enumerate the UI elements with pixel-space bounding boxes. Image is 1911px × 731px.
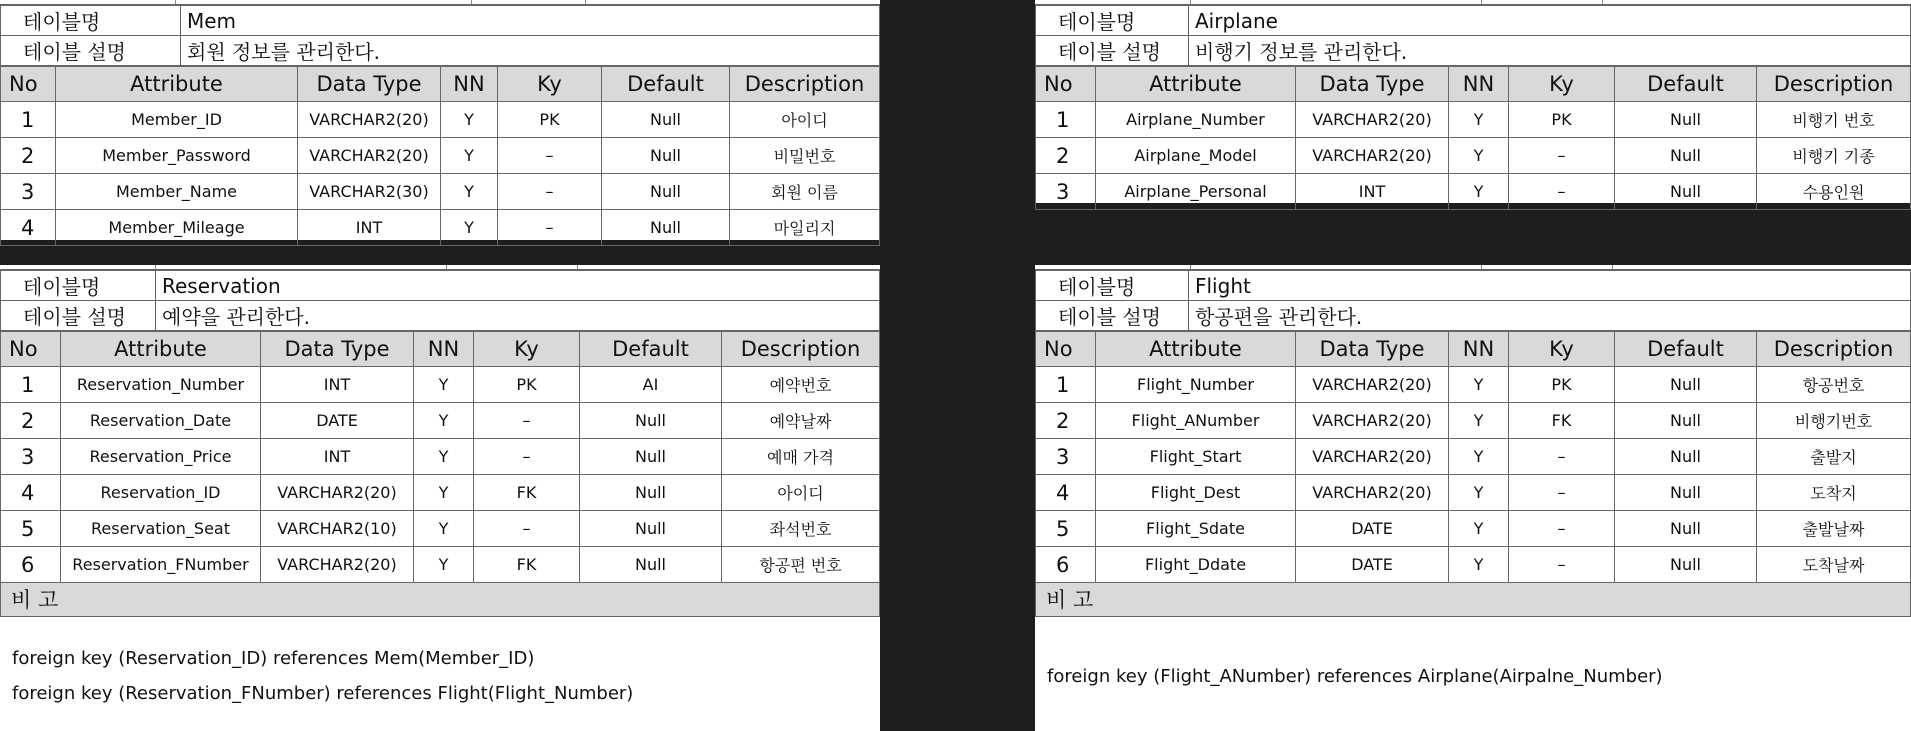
table-name-label: 테이블명 <box>1 6 181 36</box>
cell-no: 2 <box>1036 403 1096 439</box>
cell-attribute: Reservation_FNumber <box>61 547 261 583</box>
col-type-header: Data Type <box>298 67 441 102</box>
attribute-table <box>0 331 880 583</box>
cell-type: VARCHAR2(20) <box>1296 102 1449 138</box>
cell-default: Null <box>1615 403 1757 439</box>
col-attribute-header: Attribute <box>56 67 298 102</box>
col-nn-header: NN <box>1449 332 1509 367</box>
cell-type: VARCHAR2(20) <box>261 547 414 583</box>
table-desc-label: 테이블 설명 <box>1036 36 1189 66</box>
table-name-label: 테이블명 <box>1036 271 1189 301</box>
table-row <box>1 439 880 475</box>
cell-desc: 비밀번호 <box>730 138 880 174</box>
col-no-header: No <box>1 67 56 102</box>
cell-desc: 비행기 번호 <box>1757 102 1911 138</box>
cell-no: 2 <box>1036 138 1096 174</box>
cell-desc: 항공번호 <box>1757 367 1911 403</box>
cell-default: Null <box>602 138 730 174</box>
cell-nn: Y <box>441 174 498 210</box>
cell-key: PK <box>498 102 602 138</box>
table-desc-label: 테이블 설명 <box>1036 301 1189 331</box>
cell-attribute: Flight_ANumber <box>1096 403 1296 439</box>
cell-default: AI <box>580 367 722 403</box>
cell-attribute: Reservation_Date <box>61 403 261 439</box>
cell-default: Null <box>1615 439 1757 475</box>
cell-default: Null <box>1615 547 1757 583</box>
cell-key: – <box>498 174 602 210</box>
cell-type: VARCHAR2(20) <box>298 138 441 174</box>
cell-key: – <box>1509 174 1615 210</box>
col-attribute-header: Attribute <box>1096 67 1296 102</box>
col-default-header: Default <box>1615 67 1757 102</box>
cell-nn: Y <box>1449 511 1509 547</box>
cell-no: 1 <box>1 367 61 403</box>
col-nn-header: NN <box>441 67 498 102</box>
cell-type: DATE <box>261 403 414 439</box>
table-spec-flight <box>1035 265 1911 731</box>
cell-default: Null <box>580 403 722 439</box>
cell-attribute: Reservation_Price <box>61 439 261 475</box>
table-row <box>1036 174 1911 210</box>
cell-desc: 항공편 번호 <box>722 547 880 583</box>
table-spec-airplane <box>1035 0 1911 203</box>
cell-default: Null <box>1615 102 1757 138</box>
table-row <box>1036 403 1911 439</box>
cell-attribute: Member_Password <box>56 138 298 174</box>
table-row <box>1 547 880 583</box>
cell-desc: 수용인원 <box>1757 174 1911 210</box>
table-row <box>1 174 880 210</box>
table-name-label: 테이블명 <box>1036 6 1189 36</box>
cell-nn: Y <box>1449 138 1509 174</box>
cell-no: 3 <box>1 174 56 210</box>
cell-nn: Y <box>414 475 474 511</box>
cell-desc: 출발지 <box>1757 439 1911 475</box>
cell-attribute: Airplane_Number <box>1096 102 1296 138</box>
cell-nn: Y <box>1449 439 1509 475</box>
meta-table <box>0 5 880 66</box>
table-desc-label: 테이블 설명 <box>1 36 181 66</box>
table-row <box>1036 475 1911 511</box>
col-desc-header: Description <box>1757 332 1911 367</box>
table-row <box>1 475 880 511</box>
col-key-header: Ky <box>1509 67 1615 102</box>
col-default-header: Default <box>602 67 730 102</box>
cell-desc: 도착지 <box>1757 475 1911 511</box>
col-desc-header: Description <box>1757 67 1911 102</box>
table-row <box>1 511 880 547</box>
cell-default: Null <box>1615 511 1757 547</box>
cell-key: – <box>474 403 580 439</box>
table-row <box>1036 367 1911 403</box>
remarks-note: foreign key (Reservation_ID) references Mem(Member_ID) <box>12 648 535 669</box>
col-no-header: No <box>1 332 61 367</box>
cell-type: DATE <box>1296 511 1449 547</box>
cell-type: INT <box>1296 174 1449 210</box>
cell-nn: Y <box>414 403 474 439</box>
cell-no: 5 <box>1036 511 1096 547</box>
cell-type: VARCHAR2(20) <box>298 102 441 138</box>
table-desc-label: 테이블 설명 <box>1 301 156 331</box>
cell-no: 5 <box>1 511 61 547</box>
cell-key: – <box>474 511 580 547</box>
meta-table <box>0 270 880 331</box>
cell-type: VARCHAR2(20) <box>1296 439 1449 475</box>
remarks-header: 비 고 <box>1035 583 1911 617</box>
cell-default: Null <box>580 439 722 475</box>
cell-nn: Y <box>414 511 474 547</box>
cell-key: FK <box>474 547 580 583</box>
col-type-header: Data Type <box>261 332 414 367</box>
col-key-header: Ky <box>1509 332 1615 367</box>
table-name-value: Flight <box>1189 271 1911 301</box>
cell-no: 3 <box>1 439 61 475</box>
cell-type: VARCHAR2(20) <box>1296 138 1449 174</box>
cell-type: INT <box>261 439 414 475</box>
table-row <box>1 367 880 403</box>
cell-no: 3 <box>1036 174 1096 210</box>
cell-key: FK <box>1509 403 1615 439</box>
cell-attribute: Reservation_Seat <box>61 511 261 547</box>
cell-nn: Y <box>441 210 498 246</box>
table-spec-reservation <box>0 265 880 731</box>
cell-default: Null <box>602 210 730 246</box>
remarks-header: 비 고 <box>0 583 880 617</box>
cell-type: VARCHAR2(20) <box>261 475 414 511</box>
cell-desc: 예약날짜 <box>722 403 880 439</box>
table-row <box>1036 547 1911 583</box>
cell-type: INT <box>261 367 414 403</box>
table-name-label: 테이블명 <box>1 271 156 301</box>
cell-key: – <box>1509 138 1615 174</box>
cell-nn: Y <box>1449 403 1509 439</box>
cell-default: Null <box>580 547 722 583</box>
col-nn-header: NN <box>414 332 474 367</box>
col-type-header: Data Type <box>1296 67 1449 102</box>
table-name-value: Mem <box>181 6 880 36</box>
cell-nn: Y <box>414 439 474 475</box>
cell-key: – <box>474 439 580 475</box>
cell-no: 4 <box>1036 475 1096 511</box>
cell-no: 4 <box>1 210 56 246</box>
cell-default: Null <box>580 475 722 511</box>
cell-nn: Y <box>1449 367 1509 403</box>
table-desc-value: 비행기 정보를 관리한다. <box>1189 36 1911 66</box>
cell-key: – <box>498 210 602 246</box>
cell-nn: Y <box>1449 174 1509 210</box>
cell-no: 1 <box>1036 102 1096 138</box>
cell-type: VARCHAR2(10) <box>261 511 414 547</box>
attribute-table <box>1035 331 1911 583</box>
cell-desc: 출발날짜 <box>1757 511 1911 547</box>
cell-no: 3 <box>1036 439 1096 475</box>
cell-key: – <box>1509 439 1615 475</box>
col-default-header: Default <box>580 332 722 367</box>
table-row <box>1036 102 1911 138</box>
cell-key: PK <box>1509 367 1615 403</box>
cell-default: Null <box>1615 475 1757 511</box>
cell-key: – <box>1509 511 1615 547</box>
table-row <box>1 210 880 246</box>
table-row <box>1036 511 1911 547</box>
remarks-body <box>1035 617 1911 694</box>
col-default-header: Default <box>1615 332 1757 367</box>
col-no-header: No <box>1036 67 1096 102</box>
col-desc-header: Description <box>730 67 880 102</box>
table-name-value: Reservation <box>156 271 880 301</box>
cell-desc: 회원 이름 <box>730 174 880 210</box>
table-row <box>1 102 880 138</box>
table-desc-value: 회원 정보를 관리한다. <box>181 36 880 66</box>
cell-attribute: Flight_Dest <box>1096 475 1296 511</box>
table-row <box>1036 439 1911 475</box>
cell-desc: 좌석번호 <box>722 511 880 547</box>
cell-no: 2 <box>1 403 61 439</box>
cell-key: – <box>1509 475 1615 511</box>
cell-attribute: Member_ID <box>56 102 298 138</box>
meta-table <box>1035 5 1911 66</box>
cell-type: VARCHAR2(20) <box>1296 403 1449 439</box>
cell-no: 1 <box>1036 367 1096 403</box>
cell-default: Null <box>602 174 730 210</box>
table-desc-value: 예약을 관리한다. <box>156 301 880 331</box>
col-key-header: Ky <box>474 332 580 367</box>
cell-no: 2 <box>1 138 56 174</box>
cell-nn: Y <box>414 547 474 583</box>
table-row <box>1 138 880 174</box>
col-key-header: Ky <box>498 67 602 102</box>
cell-default: Null <box>602 102 730 138</box>
cell-no: 1 <box>1 102 56 138</box>
cell-desc: 도착날짜 <box>1757 547 1911 583</box>
remarks-note: foreign key (Flight_ANumber) references Airplane(Airpalne_Number) <box>1047 666 1663 687</box>
cell-attribute: Flight_Sdate <box>1096 511 1296 547</box>
cell-attribute: Reservation_ID <box>61 475 261 511</box>
col-attribute-header: Attribute <box>1096 332 1296 367</box>
cell-desc: 예약번호 <box>722 367 880 403</box>
cell-nn: Y <box>441 138 498 174</box>
cell-desc: 아이디 <box>730 102 880 138</box>
col-type-header: Data Type <box>1296 332 1449 367</box>
cell-desc: 마일리지 <box>730 210 880 246</box>
cell-key: PK <box>474 367 580 403</box>
cell-default: Null <box>580 511 722 547</box>
cell-key: – <box>498 138 602 174</box>
cell-attribute: Flight_Ddate <box>1096 547 1296 583</box>
cell-key: – <box>1509 547 1615 583</box>
cell-key: FK <box>474 475 580 511</box>
col-nn-header: NN <box>1449 67 1509 102</box>
cell-nn: Y <box>1449 102 1509 138</box>
cell-desc: 예매 가격 <box>722 439 880 475</box>
remarks-note: foreign key (Reservation_FNumber) references Flight(Flight_Number) <box>12 683 634 704</box>
table-desc-value: 항공편을 관리한다. <box>1189 301 1911 331</box>
table-name-value: Airplane <box>1189 6 1911 36</box>
cell-desc: 아이디 <box>722 475 880 511</box>
cell-type: DATE <box>1296 547 1449 583</box>
cell-no: 6 <box>1036 547 1096 583</box>
table-spec-mem <box>0 0 880 240</box>
cell-type: VARCHAR2(30) <box>298 174 441 210</box>
cell-attribute: Flight_Start <box>1096 439 1296 475</box>
table-row <box>1 403 880 439</box>
cell-nn: Y <box>1449 547 1509 583</box>
cell-no: 6 <box>1 547 61 583</box>
attribute-table <box>0 66 880 246</box>
cell-attribute: Flight_Number <box>1096 367 1296 403</box>
cell-nn: Y <box>414 367 474 403</box>
cell-nn: Y <box>441 102 498 138</box>
cell-type: VARCHAR2(20) <box>1296 475 1449 511</box>
cell-type: INT <box>298 210 441 246</box>
cell-key: PK <box>1509 102 1615 138</box>
cell-default: Null <box>1615 367 1757 403</box>
meta-table <box>1035 270 1911 331</box>
cell-attribute: Airplane_Model <box>1096 138 1296 174</box>
cell-desc: 비행기번호 <box>1757 403 1911 439</box>
cell-attribute: Member_Name <box>56 174 298 210</box>
cell-attribute: Reservation_Number <box>61 367 261 403</box>
cell-no: 4 <box>1 475 61 511</box>
cell-default: Null <box>1615 138 1757 174</box>
cell-type: VARCHAR2(20) <box>1296 367 1449 403</box>
cell-default: Null <box>1615 174 1757 210</box>
col-no-header: No <box>1036 332 1096 367</box>
col-desc-header: Description <box>722 332 880 367</box>
cell-attribute: Airplane_Personal <box>1096 174 1296 210</box>
col-attribute-header: Attribute <box>61 332 261 367</box>
remarks-body <box>0 617 880 711</box>
table-row <box>1036 138 1911 174</box>
cell-attribute: Member_Mileage <box>56 210 298 246</box>
attribute-table <box>1035 66 1911 210</box>
cell-desc: 비행기 기종 <box>1757 138 1911 174</box>
cell-nn: Y <box>1449 475 1509 511</box>
